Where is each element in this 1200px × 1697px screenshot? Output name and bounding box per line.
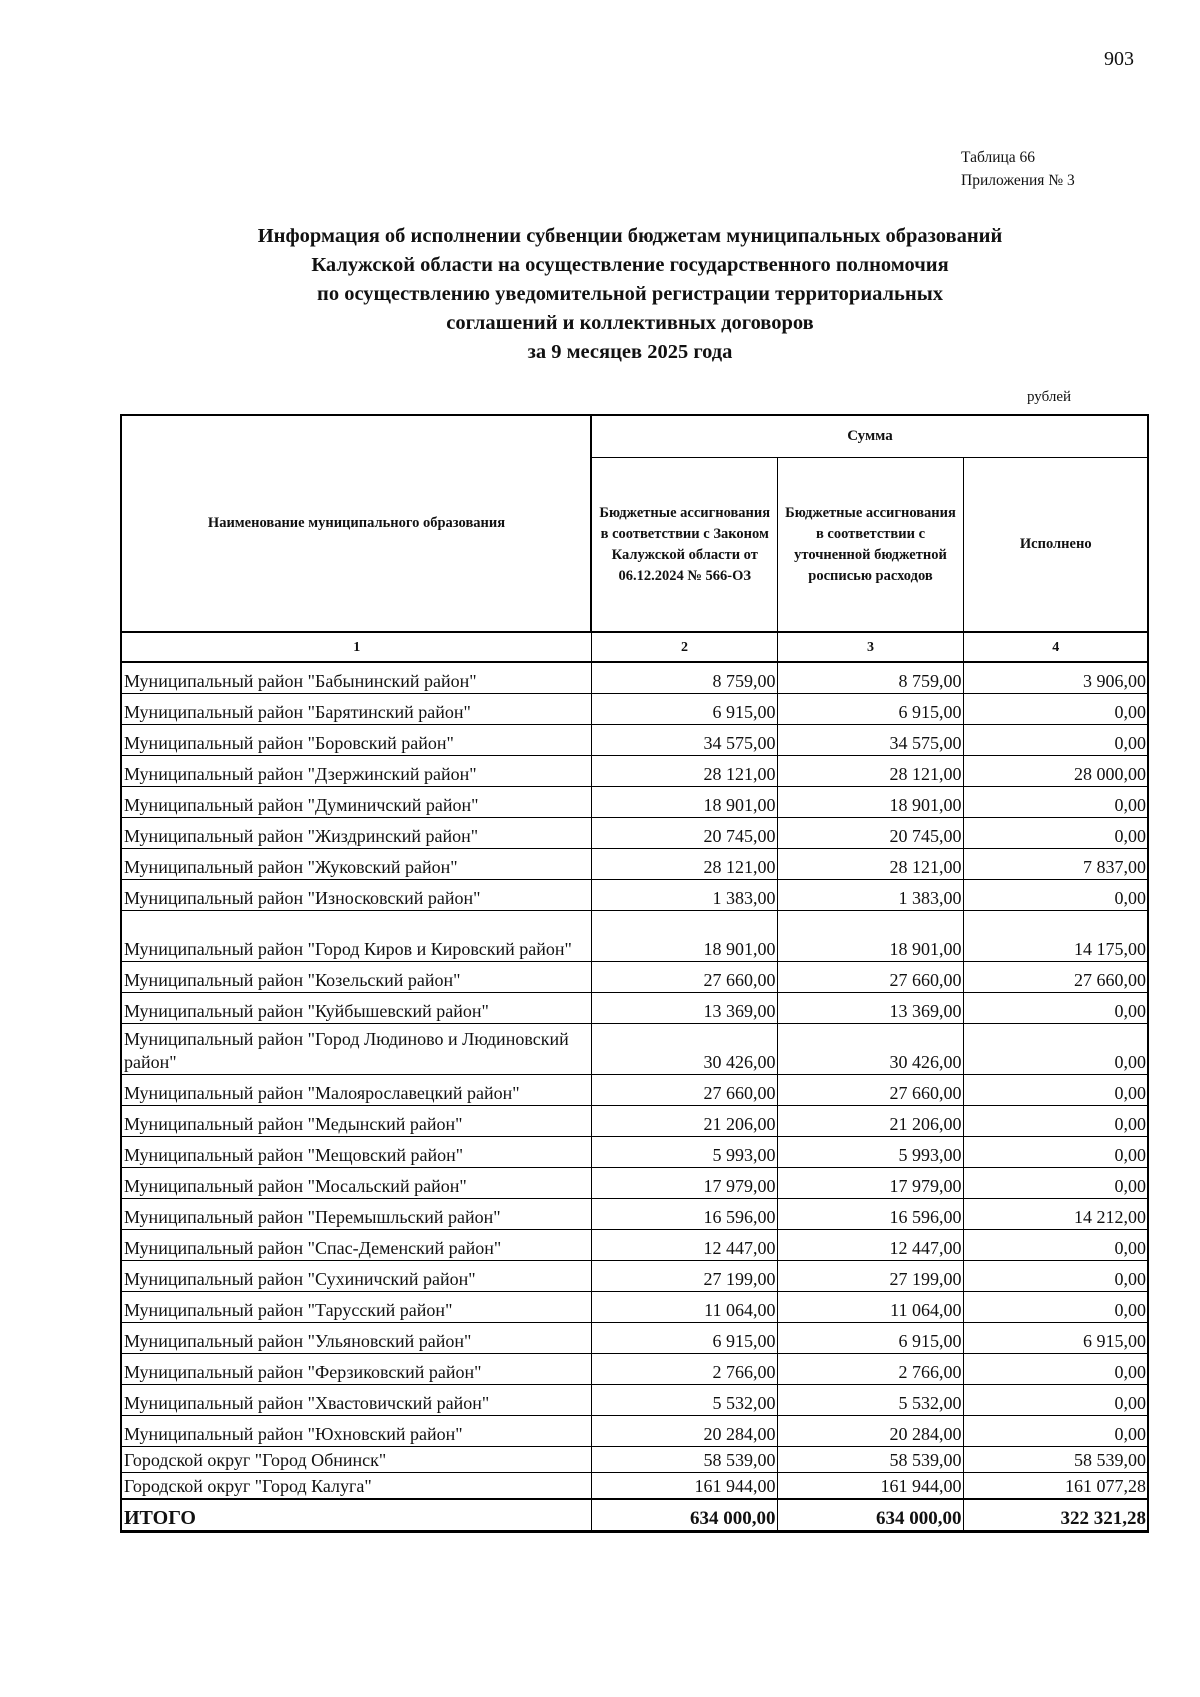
column-number: 4	[963, 632, 1148, 662]
municipality-name: Муниципальный район "Тарусский район"	[121, 1292, 591, 1323]
refined-allocation-value: 5 532,00	[777, 1385, 963, 1416]
executed-value: 0,00	[963, 1354, 1148, 1385]
executed-value: 0,00	[963, 1168, 1148, 1199]
law-allocation-value: 28 121,00	[591, 849, 777, 880]
refined-allocation-value: 27 199,00	[777, 1261, 963, 1292]
title-line: соглашений и коллективных договоров	[446, 312, 814, 334]
refined-allocation-value: 6 915,00	[777, 694, 963, 725]
table-row	[121, 1261, 1148, 1292]
table-row	[121, 1075, 1148, 1106]
executed-value: 14 175,00	[963, 911, 1148, 962]
refined-allocation-value: 58 539,00	[777, 1447, 963, 1473]
municipality-name: Муниципальный район "Медынский район"	[121, 1106, 591, 1137]
total-executed: 322 321,28	[963, 1499, 1148, 1532]
municipality-name: Муниципальный район "Дзержинский район"	[121, 756, 591, 787]
executed-value: 0,00	[963, 1075, 1148, 1106]
municipality-name: Муниципальный район "Ферзиковский район"	[121, 1354, 591, 1385]
municipality-name: Муниципальный район "Мещовский район"	[121, 1137, 591, 1168]
table-row	[121, 962, 1148, 993]
refined-allocation-value: 13 369,00	[777, 993, 963, 1024]
executed-value: 0,00	[963, 1416, 1148, 1447]
municipality-name: Муниципальный район "Ульяновский район"	[121, 1323, 591, 1354]
table-body	[121, 662, 1148, 1532]
municipality-name: Муниципальный район "Хвастовичский район"	[121, 1385, 591, 1416]
table-row	[121, 1385, 1148, 1416]
municipality-name: Муниципальный район "Куйбышевский район"	[121, 993, 591, 1024]
table-row	[121, 787, 1148, 818]
municipality-name: Муниципальный район "Козельский район"	[121, 962, 591, 993]
total-refined-allocations: 634 000,00	[777, 1499, 963, 1532]
executed-value: 0,00	[963, 1106, 1148, 1137]
column-number: 2	[591, 632, 777, 662]
law-allocation-value: 21 206,00	[591, 1106, 777, 1137]
municipality-name: Муниципальный район "Боровский район"	[121, 725, 591, 756]
table-row	[121, 1473, 1148, 1500]
header-law-allocations: Бюджетные ассигнования в соответствии с Законом Калужской области от 06.12.2024 № 566-ОЗ	[591, 458, 777, 633]
law-allocation-value: 17 979,00	[591, 1168, 777, 1199]
executed-value: 58 539,00	[963, 1447, 1148, 1473]
total-row	[121, 1499, 1148, 1532]
refined-allocation-value: 1 383,00	[777, 880, 963, 911]
law-allocation-value: 30 426,00	[591, 1024, 777, 1075]
law-allocation-value: 28 121,00	[591, 756, 777, 787]
law-allocation-value: 2 766,00	[591, 1354, 777, 1385]
executed-value: 0,00	[963, 694, 1148, 725]
refined-allocation-value: 20 745,00	[777, 818, 963, 849]
executed-value: 0,00	[963, 725, 1148, 756]
table-row	[121, 756, 1148, 787]
law-allocation-value: 20 745,00	[591, 818, 777, 849]
municipality-name: Муниципальный район "Бабынинский район"	[121, 662, 591, 694]
table-row	[121, 880, 1148, 911]
total-law-allocations: 634 000,00	[591, 1499, 777, 1532]
executed-value: 27 660,00	[963, 962, 1148, 993]
municipality-name: Муниципальный район "Сухиничский район"	[121, 1261, 591, 1292]
header-sum: Сумма	[591, 415, 1148, 458]
law-allocation-value: 1 383,00	[591, 880, 777, 911]
refined-allocation-value: 5 993,00	[777, 1137, 963, 1168]
refined-allocation-value: 6 915,00	[777, 1323, 963, 1354]
refined-allocation-value: 27 660,00	[777, 1075, 963, 1106]
refined-allocation-value: 18 901,00	[777, 787, 963, 818]
table-row	[121, 993, 1148, 1024]
appendix-ref-line: Приложения № 3	[961, 172, 1075, 189]
executed-value: 0,00	[963, 787, 1148, 818]
municipality-name: Муниципальный район "Жуковский район"	[121, 849, 591, 880]
executed-value: 0,00	[963, 880, 1148, 911]
header-refined-allocations: Бюджетные ассигнования в соответствии с уточненной бюджетной росписью расходов	[777, 458, 963, 633]
page-number: 903	[1104, 48, 1134, 70]
municipality-name: Муниципальный район "Барятинский район"	[121, 694, 591, 725]
table-row	[121, 1447, 1148, 1473]
law-allocation-value: 12 447,00	[591, 1230, 777, 1261]
units-label: рублей	[1027, 389, 1072, 405]
refined-allocation-value: 34 575,00	[777, 725, 963, 756]
law-allocation-value: 161 944,00	[591, 1473, 777, 1500]
law-allocation-value: 13 369,00	[591, 993, 777, 1024]
title-line: по осуществлению уведомительной регистрации территориальных	[317, 283, 943, 305]
law-allocation-value: 27 199,00	[591, 1261, 777, 1292]
executed-value: 14 212,00	[963, 1199, 1148, 1230]
municipality-name: Городской округ "Город Обнинск"	[121, 1447, 591, 1473]
refined-allocation-value: 21 206,00	[777, 1106, 963, 1137]
executed-value: 0,00	[963, 1230, 1148, 1261]
executed-value: 3 906,00	[963, 662, 1148, 694]
title-line: за 9 месяцев 2025 года	[527, 341, 733, 363]
law-allocation-value: 5 993,00	[591, 1137, 777, 1168]
refined-allocation-value: 17 979,00	[777, 1168, 963, 1199]
law-allocation-value: 58 539,00	[591, 1447, 777, 1473]
table-row	[121, 1199, 1148, 1230]
table-row	[121, 1323, 1148, 1354]
table-row	[121, 1106, 1148, 1137]
table-row	[121, 911, 1148, 962]
column-number: 1	[121, 632, 591, 662]
municipality-name: Муниципальный район "Город Киров и Кировский район"	[121, 911, 591, 962]
law-allocation-value: 6 915,00	[591, 694, 777, 725]
table-row	[121, 1292, 1148, 1323]
law-allocation-value: 34 575,00	[591, 725, 777, 756]
municipality-name: Муниципальный район "Город Людиново и Людиновский район"	[121, 1024, 591, 1075]
executed-value: 0,00	[963, 1024, 1148, 1075]
budget-table	[120, 414, 1149, 1533]
law-allocation-value: 6 915,00	[591, 1323, 777, 1354]
executed-value: 0,00	[963, 993, 1148, 1024]
municipality-name: Муниципальный район "Мосальский район"	[121, 1168, 591, 1199]
law-allocation-value: 27 660,00	[591, 1075, 777, 1106]
table-ref-line: Таблица 66	[961, 149, 1036, 166]
refined-allocation-value: 12 447,00	[777, 1230, 963, 1261]
municipality-name: Муниципальный район "Перемышльский район"	[121, 1199, 591, 1230]
table-row	[121, 694, 1148, 725]
header-municipality: Наименование муниципального образования	[121, 415, 591, 632]
refined-allocation-value: 16 596,00	[777, 1199, 963, 1230]
table-row	[121, 1416, 1148, 1447]
municipality-name: Муниципальный район "Жиздринский район"	[121, 818, 591, 849]
title-line: Калужской области на осуществление государственного полномочия	[311, 254, 949, 276]
title-line: Информация об исполнении субвенции бюджетам муниципальных образований	[257, 225, 1003, 247]
executed-value: 0,00	[963, 1261, 1148, 1292]
table-row	[121, 818, 1148, 849]
law-allocation-value: 27 660,00	[591, 962, 777, 993]
refined-allocation-value: 11 064,00	[777, 1292, 963, 1323]
executed-value: 28 000,00	[963, 756, 1148, 787]
municipality-name: Муниципальный район "Спас-Деменский район"	[121, 1230, 591, 1261]
municipality-name: Муниципальный район "Юхновский район"	[121, 1416, 591, 1447]
executed-value: 0,00	[963, 1292, 1148, 1323]
total-label: ИТОГО	[121, 1499, 591, 1532]
table-row	[121, 1137, 1148, 1168]
executed-value: 6 915,00	[963, 1323, 1148, 1354]
law-allocation-value: 18 901,00	[591, 911, 777, 962]
document-title	[130, 222, 1130, 367]
table-reference	[961, 146, 1075, 192]
municipality-name: Муниципальный район "Малоярославецкий район"	[121, 1075, 591, 1106]
law-allocation-value: 16 596,00	[591, 1199, 777, 1230]
executed-value: 161 077,28	[963, 1473, 1148, 1500]
executed-value: 0,00	[963, 818, 1148, 849]
refined-allocation-value: 30 426,00	[777, 1024, 963, 1075]
table-row	[121, 1024, 1148, 1075]
refined-allocation-value: 28 121,00	[777, 756, 963, 787]
refined-allocation-value: 28 121,00	[777, 849, 963, 880]
refined-allocation-value: 27 660,00	[777, 962, 963, 993]
executed-value: 7 837,00	[963, 849, 1148, 880]
executed-value: 0,00	[963, 1385, 1148, 1416]
refined-allocation-value: 161 944,00	[777, 1473, 963, 1500]
municipality-name: Муниципальный район "Думиничский район"	[121, 787, 591, 818]
law-allocation-value: 5 532,00	[591, 1385, 777, 1416]
header-executed: Исполнено	[963, 458, 1148, 633]
table-row	[121, 849, 1148, 880]
executed-value: 0,00	[963, 1137, 1148, 1168]
law-allocation-value: 8 759,00	[591, 662, 777, 694]
table-row	[121, 662, 1148, 694]
column-number: 3	[777, 632, 963, 662]
table-row	[121, 1230, 1148, 1261]
table-row	[121, 725, 1148, 756]
refined-allocation-value: 20 284,00	[777, 1416, 963, 1447]
refined-allocation-value: 18 901,00	[777, 911, 963, 962]
law-allocation-value: 20 284,00	[591, 1416, 777, 1447]
law-allocation-value: 11 064,00	[591, 1292, 777, 1323]
municipality-name: Муниципальный район "Износковский район"	[121, 880, 591, 911]
municipality-name: Городской округ "Город Калуга"	[121, 1473, 591, 1500]
table-row	[121, 1168, 1148, 1199]
refined-allocation-value: 2 766,00	[777, 1354, 963, 1385]
table-row	[121, 1354, 1148, 1385]
law-allocation-value: 18 901,00	[591, 787, 777, 818]
refined-allocation-value: 8 759,00	[777, 662, 963, 694]
